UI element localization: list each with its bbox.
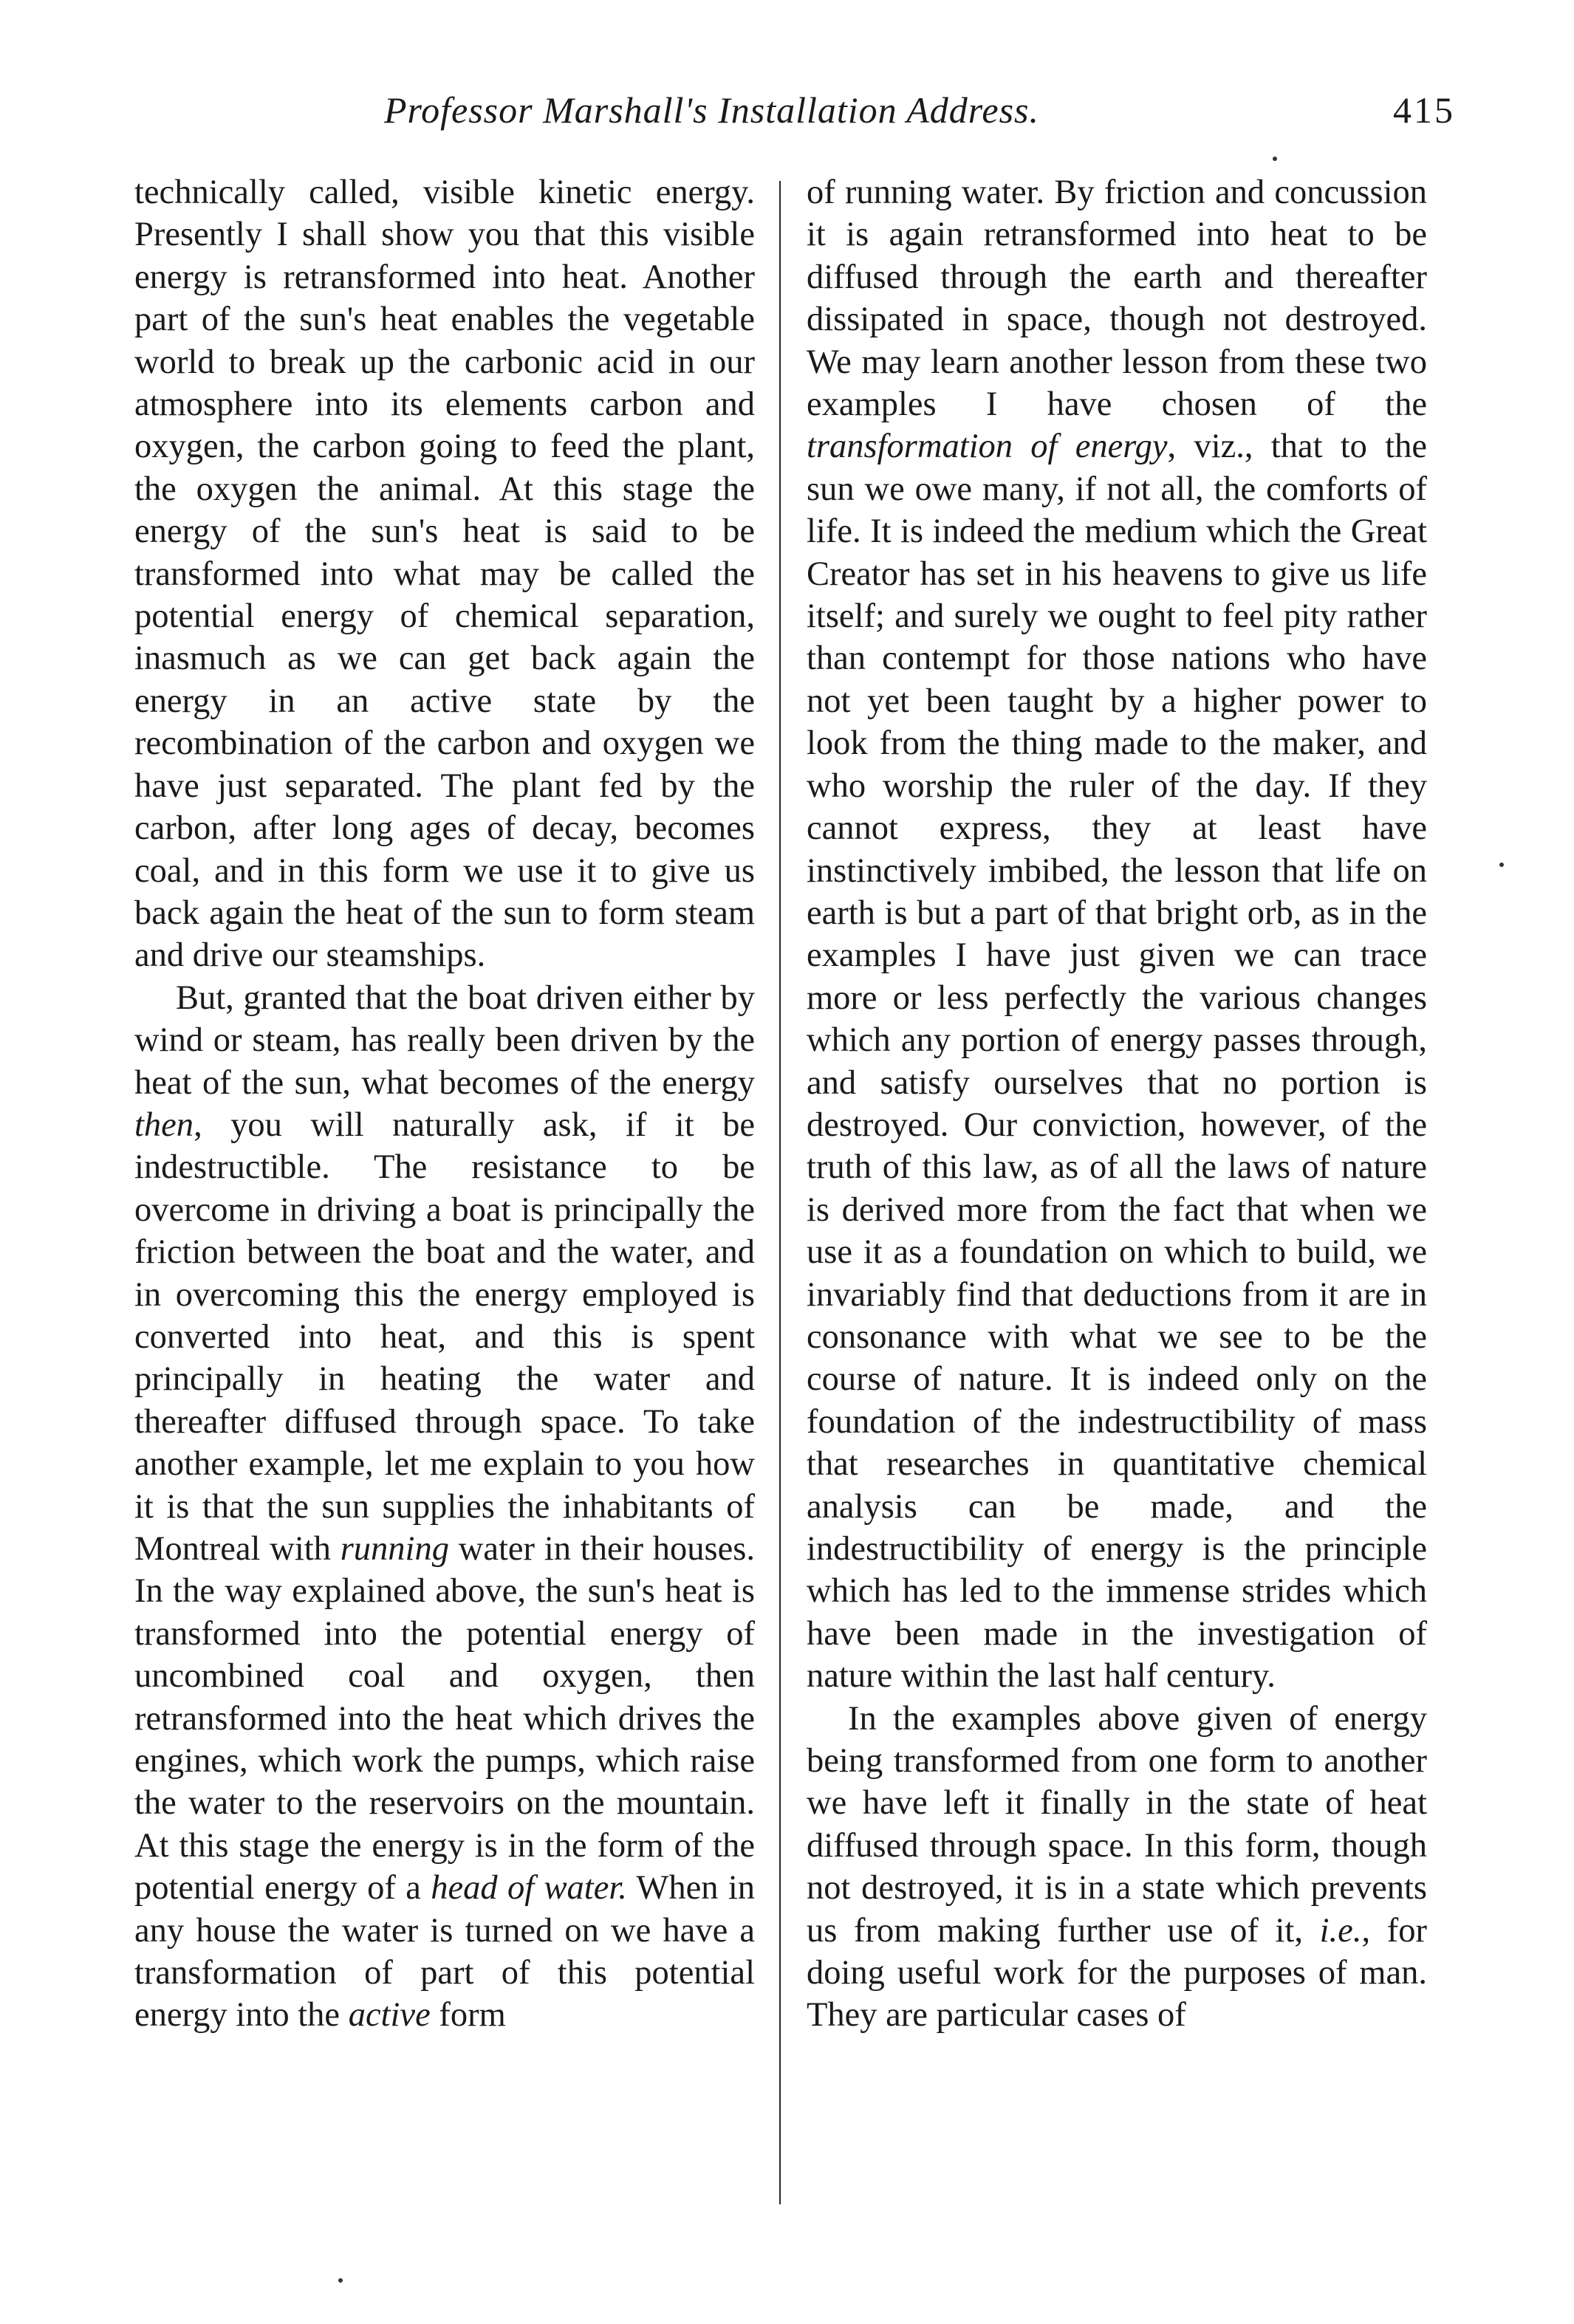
emphasis: running	[340, 1530, 449, 1568]
text-run: But, granted that the boat driven either by wind or steam, has really been driven by the heat of the sun, what becomes of the energy	[134, 978, 755, 1102]
right-column	[807, 171, 1427, 2254]
text-run: , you will naturally ask, if it be indestructible. The resistance to be overcome in driving a boat is principally the friction between the boat and the water, and in overcoming this the energy employed is converted into heat, and this is spent principally in heating the water and thereafter diffused through space. To take another example, let me explain to you how it is that the sun supplies the inhabitants of Montreal with	[134, 1106, 755, 1568]
emphasis: active	[348, 1996, 431, 2035]
text-run: technically called, visible kinetic energy. Presently I shall show you that this visible energy is retransformed into heat. Another part of the sun's heat enables the vegetable world to break up the carbonic acid in our atmosphere into its elements carbon and oxygen, the carbon going to feed the plant, the oxygen the animal. At this stage the energy of the sun's heat is said to be transformed into what may be called the potential energy of chemical separation, inasmuch as we can get back again the energy in an active state by the recombination of the carbon and oxygen we have just separated. The plant fed by the carbon, after long ages of decay, becomes coal, and in this form we use it to give us back again the heat of the sun to form steam and drive our steamships.	[134, 174, 755, 975]
text-run: water in their houses. In the way explained above, the sun's heat is transformed into the potential energy of uncombined coal and oxygen, then retransformed into the heat which drives the engines, which work the pumps, which raise the water to the reservoirs on the mountain. At this stage the energy is in the form of the potential energy of a	[134, 1530, 755, 1907]
print-speck	[1499, 863, 1504, 867]
text-run: of running water. By friction and concussion it is again retransformed into heat to be diffused through the earth and thereafter dissipated in space, though not destroyed. We may learn another lesson from these two examples I have chosen of the	[807, 174, 1427, 424]
text-run: In the examples above given of energy being transformed from one form to another we have left it finally in the state of heat diffused through space. In this form, though not destroyed, it is in a state which prevents us from making further use of it,	[807, 1699, 1427, 1950]
column-divider	[779, 181, 781, 2204]
emphasis: i.e.	[1319, 1911, 1362, 1950]
paragraph	[807, 1698, 1427, 2037]
page-number: 415	[1393, 89, 1455, 131]
text-run: , for doing useful work for the purposes of man. They are particular cases of	[807, 1911, 1427, 2035]
paragraph	[134, 977, 755, 2037]
running-header	[133, 89, 1455, 155]
emphasis: transformation of energy	[807, 428, 1168, 466]
print-speck	[338, 2278, 343, 2283]
text-run: form	[430, 1996, 506, 2035]
text-run: , viz., that to the sun we owe many, if not all, the comforts of life. It is indeed the medium which the Great Creator has set in his heavens to give us life itself; and surely we ought to feel pity rather than contempt for those nations who have not yet been taught by a higher power to look from the thing made to the maker, and who worship the ruler of the day. If they cannot express, they at least have instinctively imbibed, the lesson that life on earth is but a part of that bright orb, as in the examples I have just given we can trace more or less perfectly the various changes which any portion of energy passes through, and satisfy ourselves that no portion is destroyed. Our conviction, however, of the truth of this law, as of all the laws of nature is derived more from the fact that when we use it as a foundation on which to build, we invariably find that deductions from it are in consonance with what we see to be the course of nature. It is indeed only on the foundation of the indestructibility of mass that researches in quantitative chemical analysis can be made, and the indestructibility of energy is the principle which has led to the immense strides which have been made in the investigation of nature within the last half century.	[807, 428, 1427, 1696]
paragraph	[807, 171, 1427, 1698]
print-speck	[1273, 157, 1277, 161]
emphasis: then	[134, 1106, 194, 1144]
paragraph	[134, 171, 755, 977]
running-title: Professor Marshall's Installation Address.	[384, 89, 1040, 131]
left-column	[134, 171, 755, 2254]
emphasis: head of water.	[431, 1869, 627, 1907]
text-run: When in any house the water is turned on we have a transformation of part of this potential energy into the	[134, 1869, 755, 2035]
